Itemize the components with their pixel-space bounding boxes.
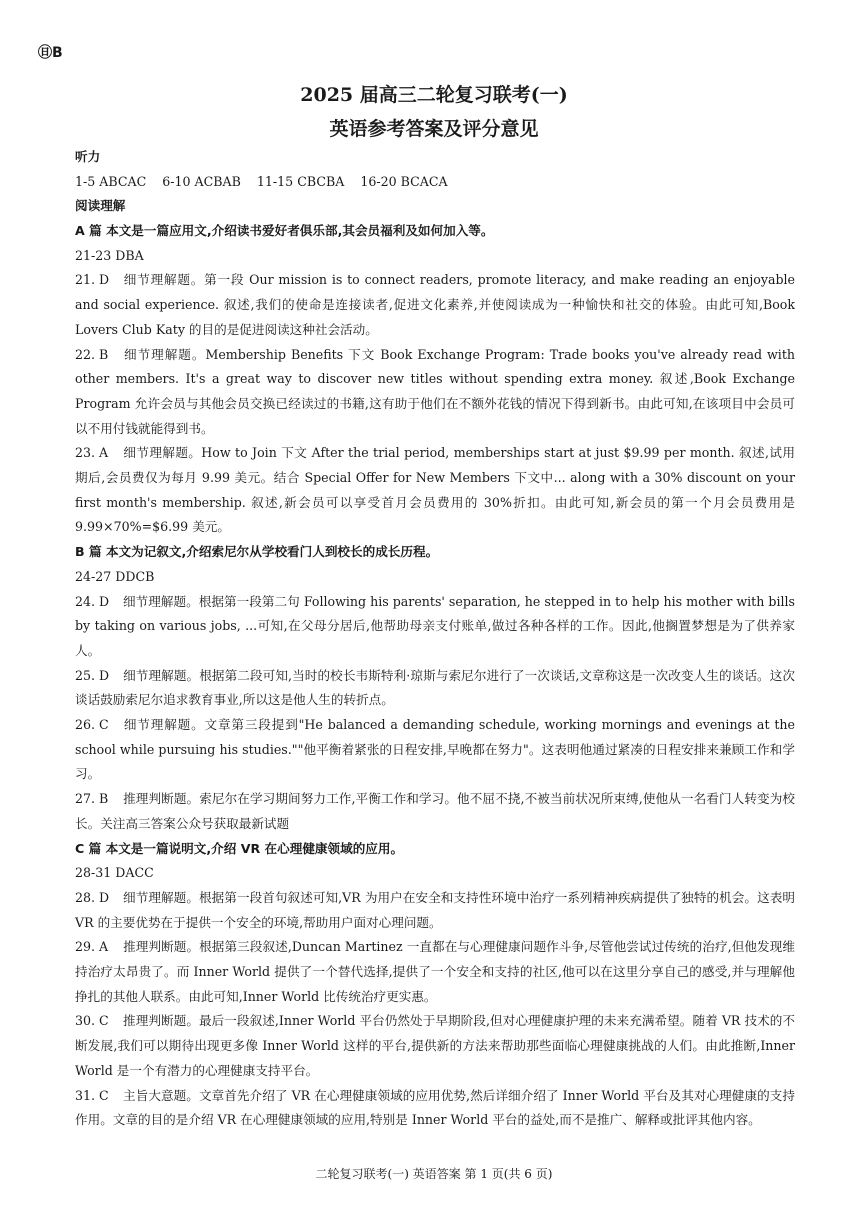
answer-explanation: 细节理解题。Membership Benefits 下文 Book Exchange Program: Trade books you've already read with other members. It's a great way to discover new titles without spending extra money. 叙述,Book Exchange Program 允许会员与其他会员交换已经读过的书籍,这有助于他们在不额外花钱的情况下得到新书。由此可知,在该项目中会员可以不用付钱就能得到书。 — [75, 346, 795, 436]
section-b-items — [75, 590, 795, 837]
answer-number: 28. D — [75, 889, 110, 905]
answer-item — [75, 1009, 795, 1083]
answer-number: 26. C — [75, 717, 109, 733]
answer-number: 25. D — [75, 667, 110, 683]
reading-heading: 阅读理解 — [75, 198, 126, 214]
section-c-answers: 28-31 DACC — [75, 865, 154, 881]
page-subtitle: 英语参考答案及评分意见 — [329, 118, 539, 140]
answer-item — [75, 268, 795, 342]
listening-heading: 听力 — [75, 149, 101, 164]
answer-item — [75, 787, 795, 836]
answer-explanation: 推理判断题。索尼尔在学习期间努力工作,平衡工作和学习。他不屈不挠,不被当前状况所束缚,使他从一名看门人转变为校长。关注高三答案公众号获取最新试题 — [75, 791, 795, 831]
answer-item — [75, 713, 795, 787]
answer-number: 29. A — [75, 939, 109, 955]
answer-number: 22. B — [75, 346, 109, 362]
section-c-items — [75, 886, 795, 1133]
answer-number: 27. B — [75, 791, 109, 807]
answer-item — [75, 441, 795, 540]
answer-item — [75, 343, 795, 442]
section-b-heading: B 篇 本文为记叙文,介绍索尼尔从学校看门人到校长的成长历程。 — [75, 544, 439, 560]
page-footer: 二轮复习联考(一) 英语答案 第 1 页(共 6 页) — [315, 1167, 553, 1181]
section-b-answers: 24-27 DDCB — [75, 568, 155, 584]
section-a-items — [75, 268, 795, 540]
listening-answers: 1-5 ABCAC 6-10 ACBAB 11-15 CBCBA 16-20 BCACA — [75, 173, 448, 189]
answer-item — [75, 590, 795, 664]
section-a-answers: 21-23 DBA — [75, 247, 144, 263]
answer-explanation: 细节理解题。根据第二段可知,当时的校长韦斯特利·琼斯与索尼尔进行了一次谈话,文章称这是一次改变人生的谈话。这次谈话鼓励索尼尔追求教育事业,所以这是他人生的转折点。 — [75, 667, 795, 708]
answer-item — [75, 1084, 795, 1133]
answer-explanation: 细节理解题。文章第三段提到"He balanced a demanding schedule, working mornings and evenings at the school while pursuing his studies.""他平衡着紧张的日程安排,早晚都在努力"。这表明他通过紧凑的日程安排来兼顾工作和学习。 — [75, 717, 795, 782]
answer-number: 24. D — [75, 593, 110, 609]
answer-explanation: 细节理解题。根据第一段首句叙述可知,VR 为用户在安全和支持性环境中治疗一系列精神疾病提供了独特的机会。这表明 VR 的主要优势在于提供一个安全的环境,帮助用户面对心理问题。 — [75, 889, 795, 930]
answer-item — [75, 664, 795, 713]
answer-item — [75, 886, 795, 935]
answer-explanation: 细节理解题。根据第一段第二句 Following his parents' separation, he stepped in to help his mother with bills by taking on various jobs, ...可知,在父母分居后,他帮助母亲支付账单,做过各种各样的工作。因此,他搁置梦想是为了供养家人。 — [75, 593, 795, 658]
answer-number: 31. C — [75, 1087, 109, 1103]
section-c-heading: C 篇 本文是一篇说明文,介绍 VR 在心理健康领域的应用。 — [75, 840, 404, 856]
answer-explanation: 推理判断题。最后一段叙述,Inner World 平台仍然处于早期阶段,但对心理健康护理的未来充满希望。随着 VR 技术的不断发展,我们可以期待出现更多像 Inner World 这样的平台,提供新的方法来帮助那些面临心理健康挑战的人们。由此推断,Inner World 是一个有潜力的心理健康支持平台。 — [75, 1013, 795, 1078]
answer-content — [75, 145, 795, 1133]
page-title: 2025 届高三二轮复习联考(一) — [300, 84, 568, 106]
corner-mark: ㊐B — [38, 45, 63, 61]
answer-explanation: 细节理解题。第一段 Our mission is to connect readers, promote literacy, and make reading an enjoyable and social experience. 叙述,我们的使命是连接读者,促进文化素养,并使阅读成为一种愉快和社交的体验。由此可知,Book Lovers Club Katy 的目的是促进阅读这种社会活动。 — [75, 272, 795, 337]
answer-explanation: 主旨大意题。文章首先介绍了 VR 在心理健康领域的应用优势,然后详细介绍了 Inner World 平台及其对心理健康的支持作用。文章的目的是介绍 VR 在心理健康领域的应用,特别是 Inner World 平台的益处,而不是推广、解释或批评其他内容。 — [75, 1087, 795, 1128]
answer-explanation: 推理判断题。根据第三段叙述,Duncan Martinez 一直都在与心理健康问题作斗争,尽管他尝试过传统的治疗,但他发现维持治疗太昂贵了。而 Inner World 提供了一个替代选择,提供了一个安全和支持的社区,他可以在这里分享自己的感受,并与理解他挣扎的其他人联系。由此可知,Inner World 比传统治疗更实惠。 — [75, 939, 795, 1004]
answer-number: 23. A — [75, 445, 109, 461]
section-a-heading: A 篇 本文是一篇应用文,介绍读书爱好者俱乐部,其会员福利及如何加入等。 — [75, 223, 494, 239]
answer-explanation: 细节理解题。How to Join 下文 After the trial period, memberships start at just $9.99 per month. 叙述,试用期后,会员费仅为每月 9.99 美元。结合 Special Offer for New Members 下文中... along with a 30% discount on your first month's membership. 叙述,新会员可以享受首月会员费用的 30%折扣。由此可知,新会员的第一个月会员费用是 9.99×70%=$6.99 美元。 — [75, 445, 795, 535]
answer-item — [75, 935, 795, 1009]
answer-number: 21. D — [75, 272, 110, 288]
answer-number: 30. C — [75, 1013, 109, 1029]
